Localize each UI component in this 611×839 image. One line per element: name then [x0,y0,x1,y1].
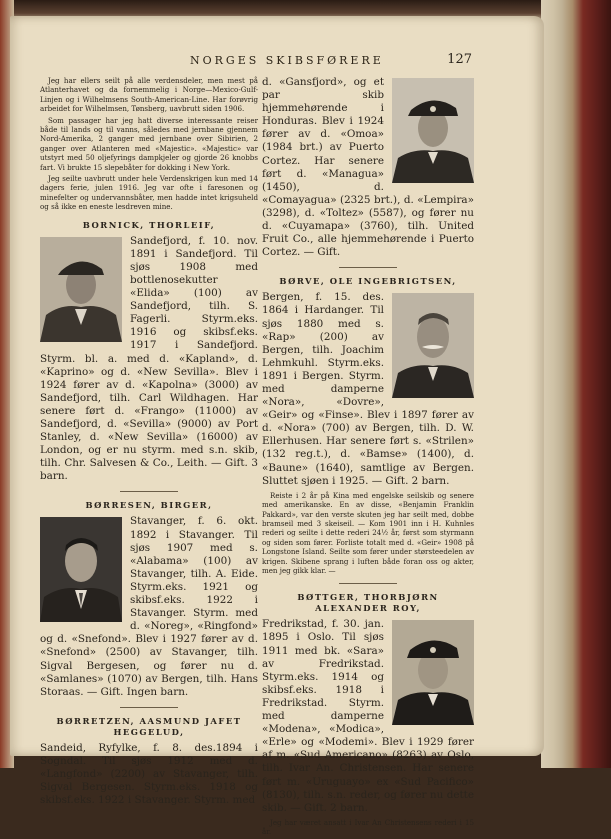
portrait-photo-bornick [40,237,122,342]
entry-name-borresen: BØRRESEN, BIRGER, [85,500,213,511]
entry-name-bottger: BØTTGER, THORBJØRN ALEXANDER ROY, [297,592,439,614]
entry-bio-borretzen-continued: d. «Gansfjord», og et par skib hjemmehørende i Honduras. Blev i 1924 fører av d. «Omoa» (1984 brt.) av Puerto Cortez. Har senere ført d. «Managua» (1450), d. «Comayagua» (2325 brt.), d. «Lempira» (3298), d. «Toltez» (5587), og fører nu d. «Cuyamapa» (3760), tilh. United Fruit Co., alle hjemmehørende i Puerto Cortez. — Gift. [262,76,474,259]
running-title: NORGES SKIBSFØRERE [190,54,384,67]
section-divider [339,583,397,584]
entry-bio-bornick: Sandefjord, f. 10. nov. 1891 i Sandefjord. Til sjøs 1908 med bottlenosekutter «Elida» (100) av Sandefjord, tilh. S. Fagerli. Styrm.eks. 1916 og skibsf.eks. 1917 i Sandefjord. Styrm. bl. a. med d. «Kapland», d. «Kaprino» og d. «New Sevilla». Blev i 1924 fører av d. «Kapolna» (3000) av Sandefjord, tilh. Carl Wildhagen. Har senere ført d. «Frango» (11000) av Sandefjord, d. «Sevilla» (9000) av Port Stanley, d. «New Sevilla» (16000) av London, og er nu styrm. med s.n. skib, tilh. Chr. Salvesen & Co., Leith. — Gift. 3 barn. [40,234,258,483]
portrait-man-suit-icon [40,517,122,622]
portrait-photo-bottger [392,620,474,725]
entry-bornick [40,235,258,484]
entry-borve [262,291,474,487]
entry-name-bornick: BORNICK, THORLEIF, [82,219,216,230]
entry-bio-bottger: Fredrikstad, f. 30. jan. 1895 i Oslo. Til sjøs 1911 med bk. «Sara» av Fredrikstad. Styrm.eks. 1914 og skibsf.eks. 1918 i Fredrikstad. Styrm. med damperne «Modena», «Modica», «Erle» og «Modemi». Blev i 1929 fører af m. «Sud Americano» (8263) av Oslo, tilh. Ivar An. Christensen. Har senere ført m. «Uruguayo» ex «Sud Pacifico» (8130), tilh. s.n. reder, og fører nu dette skib. — Gift. 2 barn. [262,618,474,814]
section-divider [339,267,397,268]
entry-borresen [40,515,258,698]
book-page-stack-edge [541,0,611,768]
portrait-photo-borresen [40,517,122,622]
portrait-photo-borretzen [392,78,474,183]
portrait-captain-cap-icon [392,78,474,183]
section-divider [120,491,178,492]
portrait-man-moustache-icon [392,293,474,398]
right-column [262,76,474,839]
portrait-man-cap-icon [40,237,122,342]
entry-name-borretzen: BØRRETZEN, AASMUND JAFET HEGGELUD, [56,715,242,737]
entry-note-bottger: Jeg har været ansatt i Ivar An Christensens rederi i 15 år. [262,817,474,837]
portrait-officer-cap-icon [392,620,474,725]
entry-note-borve: Reiste i 2 år på Kina med engelske seilskib og senere med amerikanske. En av disse, «Benjamin Franklin Pakkard», var den verste skuten jeg har seilt med, dobbe bramseil med 3 skeiseil. — Kom 1901 inn i H. Kuhnles rederi og seilte i dette rederi 24½ år, først som styrmann og siden som fører. Forliste totalt med d. «Geir» 1908 på Longstone Island. Seilte som fører under størsteedelen av krigen. Skibene sprang i luften både foran oss og akter, men jeg gikk klar. — [262,490,474,575]
intro-paragraph-1: Jeg har ellers seilt på alle verdensdeler, men mest på Atlanterhavet og da fornemmelig i Norge—Mexico-Gulf-Linjen og i Wilhelmsens South-American-Line. Har forøvrig arbeidet for Wilhelmsen, Tønsberg, uavbrutt siden 1906. [40,76,258,114]
entry-bottger [262,618,474,814]
entry-bio-borretzen: Sandeid, Ryfylke, f. 8. des.1894 i Sogndal. Til sjøs 1912 med d. «Langfond» (2200) av Stavanger, tilh. Sigval Bergesen. Styrm.eks. 1918 og skibsf.eks. 1922 i Stavanger. Styrm. med [40,741,258,807]
entry-bio-borve: Bergen, f. 15. des. 1864 i Hardanger. Til sjøs 1880 med s. «Rap» (200) av Bergen, tilh. Joachim Lehmkuhl. Styrm.eks. 1891 i Bergen. Styrm. med damperne «Nora», «Dovre», «Geir» og «Finse». Blev i 1897 fører av d. «Nora» (700) av Bergen, tilh. D. W. Ellerhusen. Har senere ført s. «Strilen» (132 reg.t.), d. «Bamse» (1400), d. «Baune» (1640), samtlige av Bergen. Sluttet sjøen i 1925. — Gift. 2 barn. [262,291,474,487]
entry-bio-borresen: Stavanger, f. 6. okt. 1892 i Stavanger. Til sjøs 1907 med s. «Alabama» (100) av Stavanger, tilh. A. Eide. Styrm.eks. 1921 og skibsf.eks. 1922 i Stavanger. Styrm. med d. «Noreg», «Ringfond» og d. «Snefond». Blev i 1927 fører av d. «Snefond» (2500) av Stavanger, tilh. Sigval Bergesen, og fører nu d. «Samlanes» (1070) av Bergen, tilh. Hans Storaas. — Gift. Ingen barn. [40,515,258,698]
page-number: 127 [447,52,472,67]
entry-borretzen-continued [262,76,474,259]
page-header [40,46,472,66]
intro-paragraph-3: Jeg seilte uavbrutt under hele Verdenskrigen kun med 14 dagers ferie, julen 1916. Jeg var ofte i faresonen og minefelter og undervannsbåter, men hadde intet krigsuheld og så ikke en eneste lesdreven mine. [40,174,258,212]
intro-paragraph-2: Som passager har jeg hatt diverse interessante reiser både til lands og til vanns, således med jernbane gjennem Nord-Amerika, 2 ganger med jernbane over Sibirien, 2 ganger over Atlanteren med «Majestic». «Majestic» var utstyrt med 50 oljefyrings dampkjeler og gjorde 26 knobbs fart. Vi brukte 15 slepebåter for dokking i New York. [40,115,258,172]
section-divider [120,707,178,708]
left-column [40,76,258,807]
portrait-photo-borve [392,293,474,398]
entry-name-borve: BØRVE, OLE INGEBRIGTSEN, [279,276,457,287]
